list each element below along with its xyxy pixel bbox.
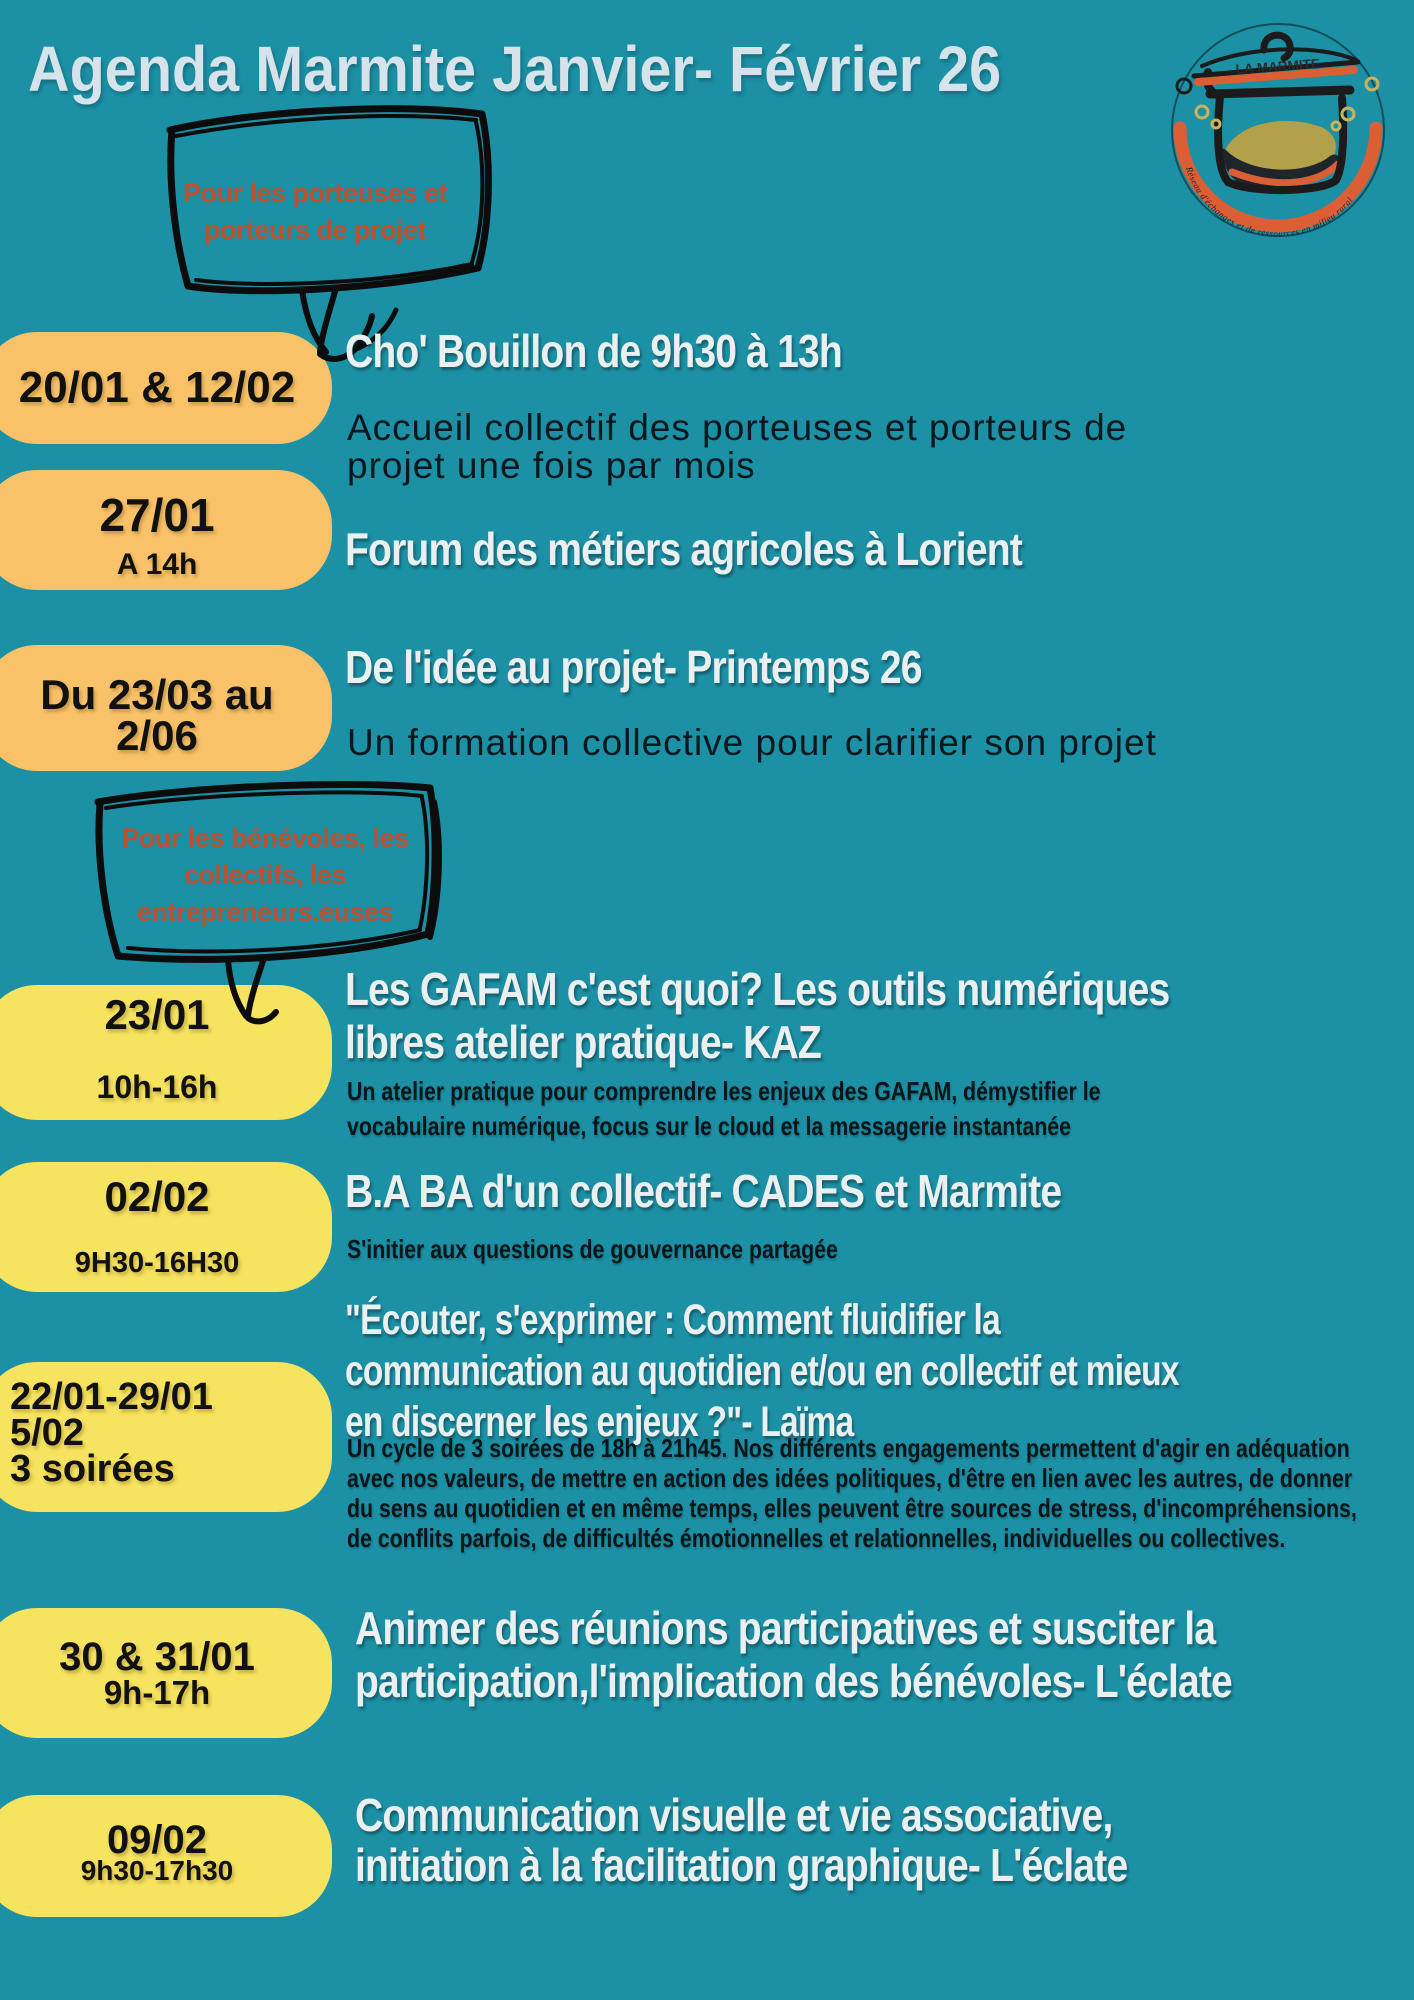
event-desc-idee-projet xyxy=(347,724,1157,762)
date-pill-time: 9H30-16H30 xyxy=(74,1247,240,1279)
event-title-line: Les GAFAM c'est quoi? Les outils numériques xyxy=(345,963,1170,1015)
date-pill-communication xyxy=(0,1795,332,1917)
event-desc-ecouter xyxy=(347,1433,1357,1553)
event-desc-line: de conflits parfois, de difficultés émotionnelles et relationnelles, individuelles ou collectives. xyxy=(347,1523,1286,1553)
event-desc-line: Un atelier pratique pour comprendre les enjeux des GAFAM, démystifier le xyxy=(347,1076,1101,1106)
event-desc-line: Un formation collective pour clarifier son projet xyxy=(347,722,1157,763)
bubble-line: Pour les bénévoles, les xyxy=(121,823,409,853)
logo-wordmark: LA MARMITE xyxy=(1235,56,1321,77)
event-desc-line: vocabulaire numérique, focus sur le cloud et la messagerie instantanée xyxy=(347,1111,1071,1141)
bubble-line: porteurs de projet xyxy=(203,215,427,245)
event-desc-line: S'initier aux questions de gouvernance partagée xyxy=(347,1234,838,1264)
event-title-line: en discerner les enjeux ?"- Laïma xyxy=(345,1398,854,1446)
date-pill-gafam xyxy=(0,985,332,1120)
bubble-line: Pour les porteuses et xyxy=(182,178,448,208)
event-title-communication xyxy=(355,1790,1127,1890)
logo-tagline: Réseau d'échanges et de ressources en milieu rural xyxy=(1184,165,1355,239)
logo-lid-knob xyxy=(1264,35,1290,58)
date-pill-time: A 14h xyxy=(116,548,198,581)
date-pill-time: 10h-16h xyxy=(96,1069,218,1105)
date-pill-label: 09/02 xyxy=(106,1818,208,1862)
event-title-line: Animer des réunions participatives et susciter la xyxy=(355,1602,1216,1654)
logo-bubble-icon xyxy=(1332,122,1340,130)
date-pill-forum xyxy=(0,470,332,590)
speech-bubble-benevoles xyxy=(105,820,425,931)
date-pill-label: Du 23/03 au xyxy=(40,671,274,718)
page-title: Agenda Marmite Janvier- Février 26 xyxy=(28,33,1002,105)
date-pill-label: 30 & 31/01 xyxy=(59,1635,255,1679)
event-title-line: "Écouter, s'exprimer : Comment fluidifier la xyxy=(345,1296,1000,1344)
event-title-animer xyxy=(355,1602,1232,1708)
event-desc-cho-bouillon xyxy=(347,409,1127,485)
event-title-line: communication au quotidien et/ou en collectif et mieux xyxy=(345,1347,1179,1395)
logo-bubble-icon xyxy=(1196,106,1208,118)
date-pill-idee-projet xyxy=(0,645,332,771)
event-desc-line: avec nos valeurs, de mettre en action des idées politiques, d'être en lien avec les autres, de donner xyxy=(347,1463,1353,1493)
event-title-line: Forum des métiers agricoles à Lorient xyxy=(345,523,1022,575)
event-title-idee-projet xyxy=(345,642,922,692)
event-title-line: Cho' Bouillon de 9h30 à 13h xyxy=(345,325,842,377)
date-pill-animer xyxy=(0,1608,332,1738)
speech-bubble-porteurs xyxy=(170,175,460,249)
event-desc-line: Accueil collectif des porteuses et porteurs de xyxy=(347,407,1128,448)
date-pill-label: 20/01 & 12/02 xyxy=(18,363,296,412)
date-pill-label: 3 soirées xyxy=(10,1448,175,1490)
date-pill-ecouter xyxy=(0,1362,332,1512)
date-pill-label: 27/01 xyxy=(99,489,215,541)
event-title-baba-collectif xyxy=(345,1166,1061,1216)
event-title-line: participation,l'implication des bénévoles- L'éclate xyxy=(355,1655,1232,1707)
bubble-line: collectifs, les xyxy=(183,860,347,890)
date-pill-label: 23/01 xyxy=(104,991,210,1038)
date-pill-label: 5/02 xyxy=(10,1412,84,1454)
event-desc-baba-collectif xyxy=(347,1234,838,1264)
event-title-line: Communication visuelle et vie associative, xyxy=(355,1789,1113,1841)
date-pill-label: 02/02 xyxy=(104,1173,210,1220)
event-title-line: initiation à la facilitation graphique- L'éclate xyxy=(355,1839,1128,1891)
event-desc-line: Un cycle de 3 soirées de 18h à 21h45. Nos différents engagements permettent d'agir en adéquation xyxy=(347,1433,1350,1463)
event-title-line: B.A BA d'un collectif- CADES et Marmite xyxy=(345,1165,1062,1217)
event-title-forum xyxy=(345,524,1022,574)
event-title-cho-bouillon xyxy=(345,326,842,376)
bubble-line: entrepreneurs.euses xyxy=(136,897,394,927)
event-desc-gafam xyxy=(347,1074,1101,1144)
date-pill-label: 22/01-29/01 xyxy=(10,1376,213,1418)
date-pill-label: 2/06 xyxy=(116,712,198,759)
date-pill-time: 9h30-17h30 xyxy=(80,1855,234,1886)
logo-pot-rim xyxy=(1210,90,1350,94)
event-title-line: libres atelier pratique- KAZ xyxy=(345,1016,821,1068)
event-title-gafam xyxy=(345,963,1169,1069)
date-pill-time: 9h-17h xyxy=(103,1674,211,1711)
event-desc-line: projet une fois par mois xyxy=(347,445,756,486)
event-desc-line: du sens au quotidien et en même temps, elles peuvent être sources de stress, d'incompréhensions, xyxy=(347,1493,1357,1523)
date-pill-baba-collectif xyxy=(0,1162,332,1292)
event-title-ecouter xyxy=(345,1295,1179,1448)
event-title-line: De l'idée au projet- Printemps 26 xyxy=(345,641,922,693)
la-marmite-logo xyxy=(1158,20,1398,250)
date-pill-cho-bouillon xyxy=(0,332,332,444)
